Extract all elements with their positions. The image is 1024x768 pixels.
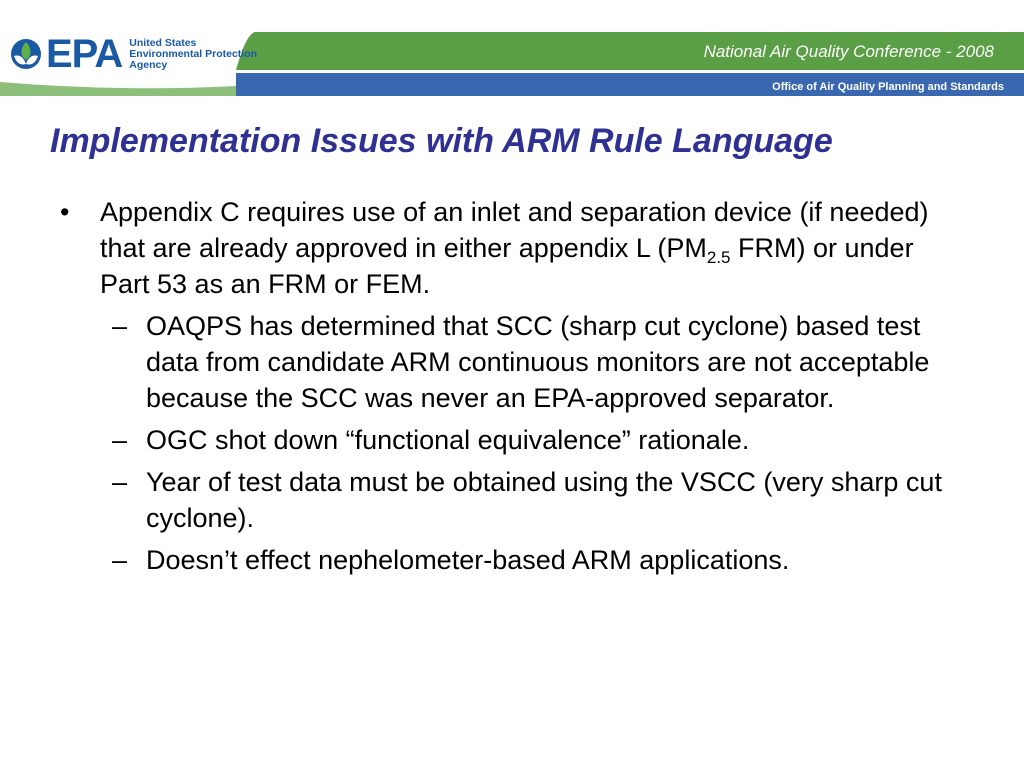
sub-bullet-marker: – bbox=[112, 311, 128, 341]
sub-bullet-item bbox=[112, 464, 964, 536]
sub-bullet-text: OAQPS has determined that SCC (sharp cut cyclone) based test data from candidate ARM continuous monitors are not acceptable because the SCC was never an EPA-approved separator. bbox=[146, 311, 930, 413]
sub-bullet-item bbox=[112, 422, 964, 458]
office-name: Office of Air Quality Planning and Standards bbox=[772, 81, 1004, 93]
agency-line: Environmental Protection bbox=[129, 47, 258, 60]
logo-letters: EPA bbox=[46, 32, 123, 76]
sub-bullet-item bbox=[112, 308, 964, 416]
sub-bullet-marker: – bbox=[112, 467, 128, 497]
agency-name bbox=[129, 38, 257, 71]
bullet-text-part: Appendix C requires use of an inlet and separation device (if needed) that are already approved in either appendix L (PM bbox=[100, 197, 929, 263]
sub-bullet-marker: – bbox=[112, 545, 128, 575]
agency-line: United States bbox=[129, 36, 197, 49]
epa-logo bbox=[10, 34, 257, 74]
sub-bullet-text: Year of test data must be obtained using the VSCC (very sharp cut cyclone). bbox=[146, 467, 942, 533]
green-swoosh bbox=[0, 82, 236, 98]
bullet-text-part: FRM) or under Part 53 as an FRM or FEM. bbox=[100, 233, 914, 299]
bullet-item bbox=[54, 194, 964, 302]
bullet-marker: • bbox=[60, 197, 70, 227]
sub-bullet-text: OGC shot down “functional equivalence” rationale. bbox=[146, 425, 750, 455]
pm-subscript: 2.5 bbox=[706, 248, 731, 267]
slide-body bbox=[54, 194, 964, 578]
sub-bullet-marker: – bbox=[112, 425, 128, 455]
sub-bullet-text: Doesn’t effect nephelometer-based ARM applications. bbox=[146, 545, 790, 575]
slide-header bbox=[0, 0, 1024, 100]
conference-name: National Air Quality Conference - 2008 bbox=[703, 42, 994, 61]
epa-flower-icon bbox=[10, 38, 42, 70]
sub-bullet-item bbox=[112, 542, 964, 578]
bullet-text bbox=[100, 194, 964, 302]
agency-line: Agency bbox=[129, 58, 168, 71]
slide-title: Implementation Issues with ARM Rule Language bbox=[50, 122, 833, 160]
